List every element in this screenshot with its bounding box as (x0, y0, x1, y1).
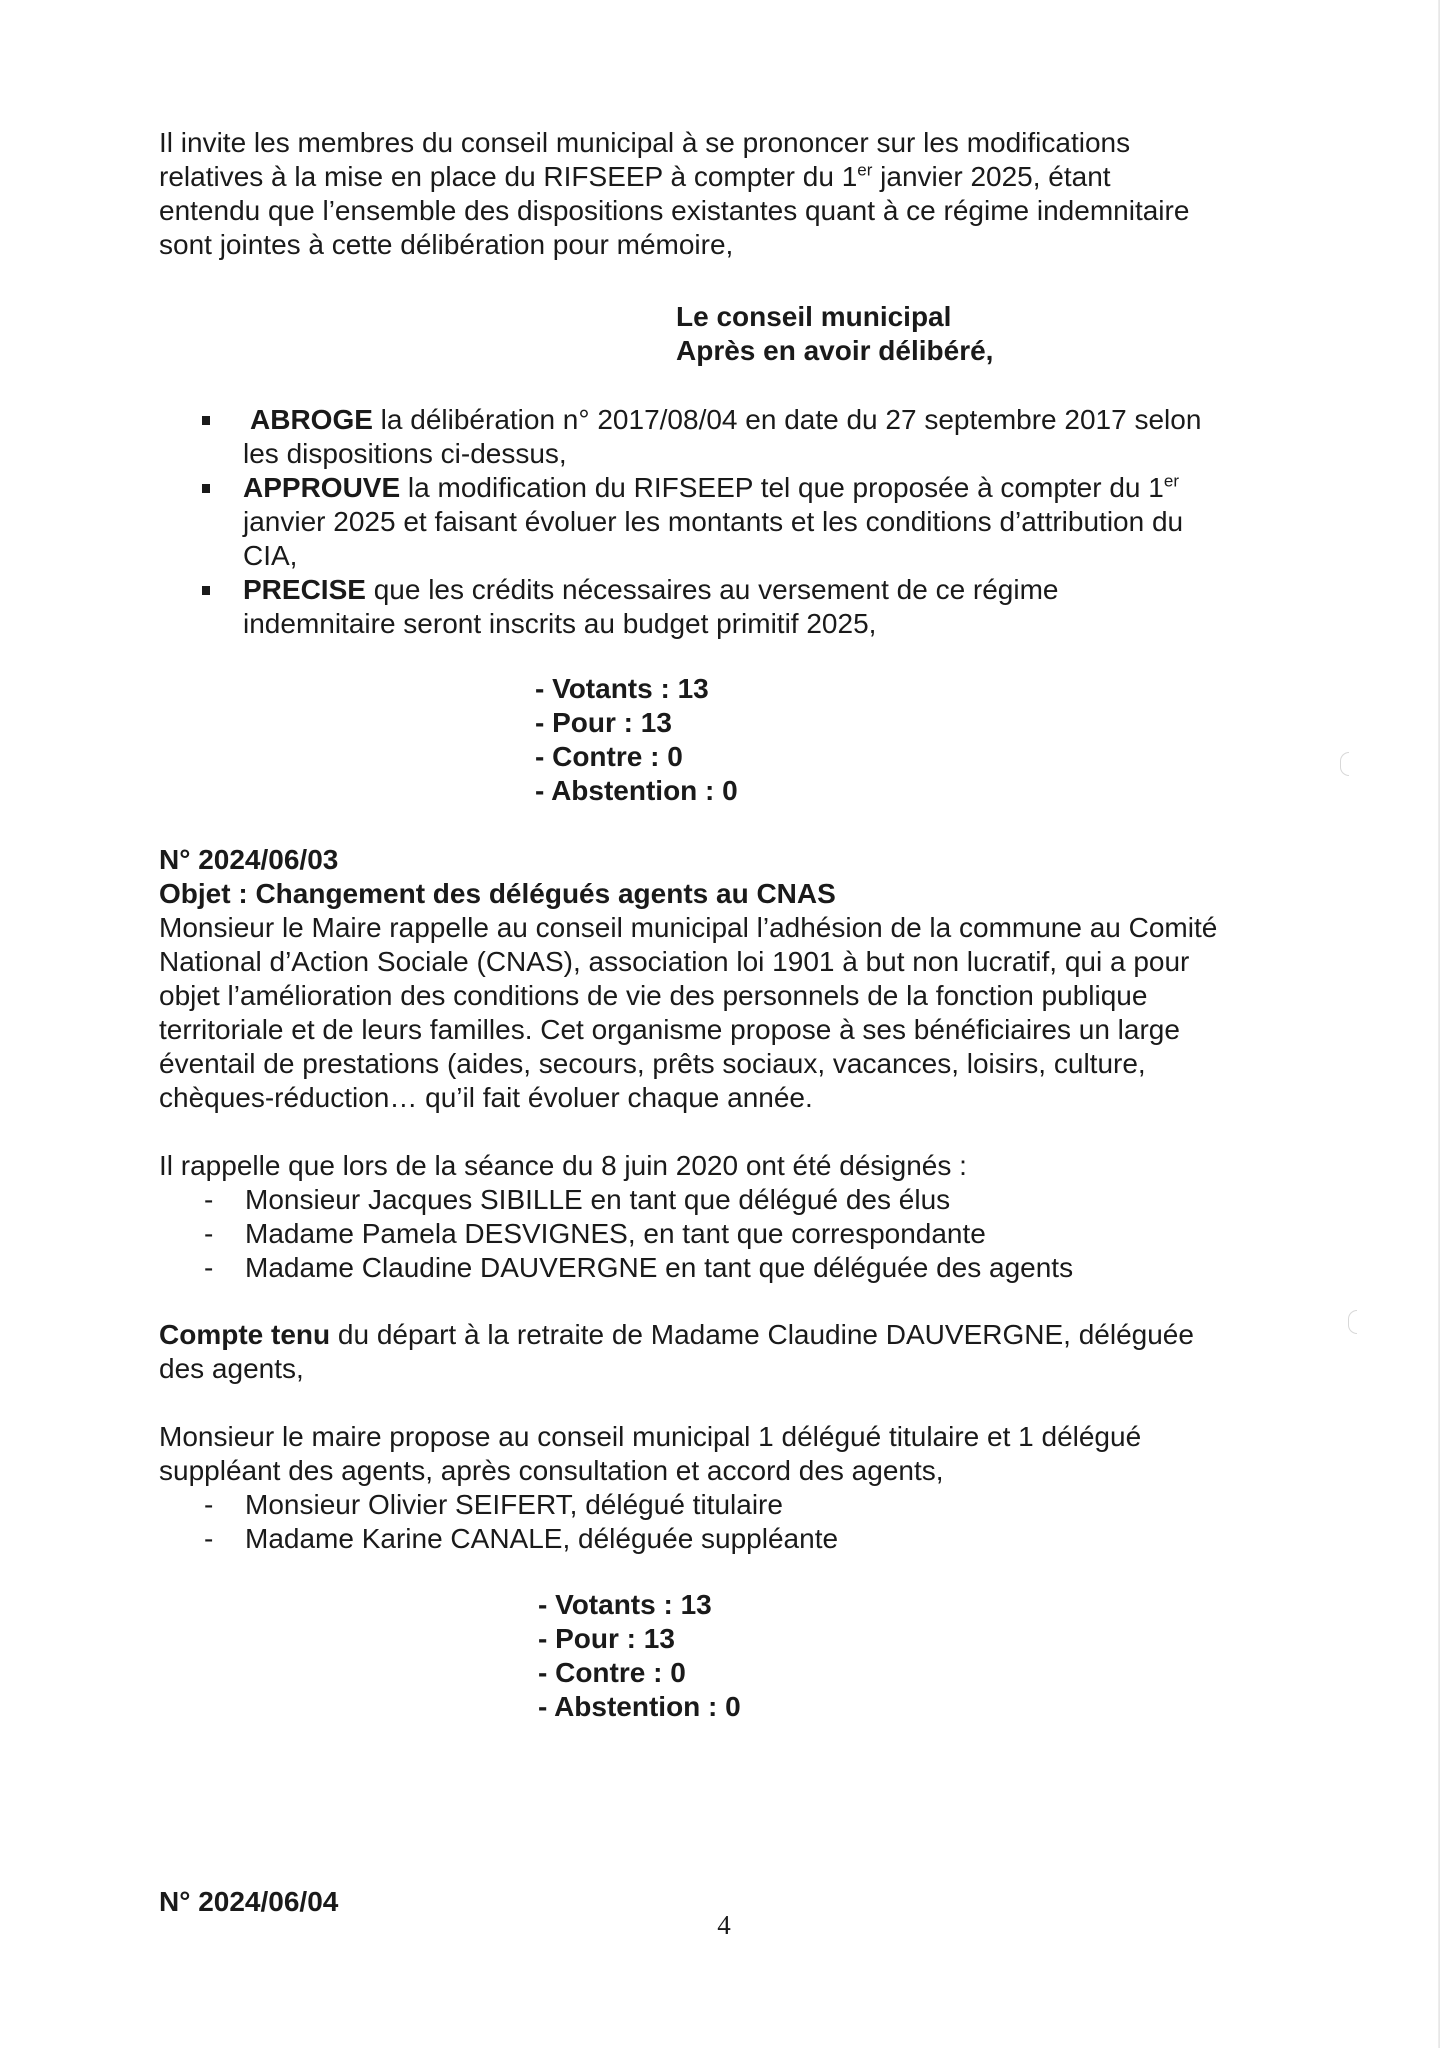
scan-mark (1340, 752, 1349, 776)
bullet-icon (202, 416, 210, 425)
intro-line-1: Il invite les membres du conseil municipal à se prononcer sur les modifications (159, 127, 1131, 158)
scan-edge (1438, 0, 1440, 2048)
decision-approuve-line-1: APPROUVE la modification du RIFSEEP tel que proposée à compter du 1er (243, 471, 1179, 503)
council-heading: Le conseil municipal (676, 301, 952, 332)
cnas-paragraph-line: territoriale et de leurs familles. Cet organisme propose à ses bénéficiaires un large (159, 1014, 1180, 1045)
cnas-paragraph-line: chèques-réduction… qu’il fait évoluer chaque année. (159, 1082, 813, 1113)
vote-votants: - Votants : 13 (538, 1589, 712, 1620)
bullet-icon (202, 484, 210, 493)
intro-line-3: entendu que l’ensemble des dispositions existantes quant à ce régime indemnitaire (159, 195, 1190, 226)
vote-votants: - Votants : 13 (535, 673, 709, 704)
cnas-paragraph-line: éventail de prestations (aides, secours, prêts sociaux, vacances, loisirs, culture, (159, 1048, 1146, 1079)
proposed-item: Monsieur Olivier SEIFERT, délégué titulaire (245, 1489, 783, 1520)
vote-contre: - Contre : 0 (535, 741, 683, 772)
retirement-line-2: des agents, (159, 1353, 304, 1384)
council-deliberated: Après en avoir délibéré, (676, 335, 994, 366)
proposal-line-2: suppléant des agents, après consultation et accord des agents, (159, 1455, 944, 1486)
designated-item: Monsieur Jacques SIBILLE en tant que délégué des élus (245, 1184, 951, 1215)
proposed-item: Madame Karine CANALE, déléguée suppléante (245, 1523, 839, 1554)
intro-line-2: relatives à la mise en place du RIFSEEP à compter du 1er janvier 2025, étant (159, 160, 1111, 192)
proposal-line-1: Monsieur le maire propose au conseil municipal 1 délégué titulaire et 1 délégué (159, 1421, 1142, 1452)
dash-icon: - (204, 1489, 214, 1520)
dash-icon: - (204, 1218, 214, 1249)
designation-intro: Il rappelle que lors de la séance du 8 juin 2020 ont été désignés : (159, 1150, 967, 1181)
decision-abroge-line-1: ABROGE la délibération n° 2017/08/04 en date du 27 septembre 2017 selon (250, 404, 1202, 435)
decision-approuve-line-2: janvier 2025 et faisant évoluer les montants et les conditions d’attribution du (243, 506, 1184, 537)
vote-abstention: - Abstention : 0 (535, 775, 738, 806)
decision-abroge-line-2: les dispositions ci-dessus, (243, 438, 567, 469)
cnas-paragraph-line: Monsieur le Maire rappelle au conseil municipal l’adhésion de la commune au Comité (159, 912, 1218, 943)
bullet-icon (202, 586, 210, 595)
decision-precise-line-1: PRECISE que les crédits nécessaires au versement de ce régime (243, 574, 1059, 605)
deliberation-object: Objet : Changement des délégués agents au CNAS (159, 878, 836, 909)
intro-line-4: sont jointes à cette délibération pour mémoire, (159, 229, 734, 260)
dash-icon: - (204, 1184, 214, 1215)
dash-icon: - (204, 1252, 214, 1283)
dash-icon: - (204, 1523, 214, 1554)
cnas-paragraph-line: objet l’amélioration des conditions de vie des personnels de la fonction publique (159, 980, 1148, 1011)
decision-approuve-line-3: CIA, (243, 540, 298, 571)
scan-mark (1348, 1310, 1357, 1334)
designated-item: Madame Claudine DAUVERGNE en tant que déléguée des agents (245, 1252, 1074, 1283)
decision-precise-line-2: indemnitaire seront inscrits au budget primitif 2025, (243, 608, 877, 639)
deliberation-number: N° 2024/06/03 (159, 844, 339, 875)
vote-pour: - Pour : 13 (535, 707, 672, 738)
cnas-paragraph-line: National d’Action Sociale (CNAS), association loi 1901 à but non lucratif, qui a pour (159, 946, 1190, 977)
deliberation-number: N° 2024/06/04 (159, 1886, 339, 1917)
vote-contre: - Contre : 0 (538, 1657, 686, 1688)
vote-pour: - Pour : 13 (538, 1623, 675, 1654)
page-number: 4 (717, 1910, 731, 1940)
vote-abstention: - Abstention : 0 (538, 1691, 741, 1722)
retirement-line-1: Compte tenu du départ à la retraite de Madame Claudine DAUVERGNE, déléguée (159, 1319, 1194, 1350)
designated-item: Madame Pamela DESVIGNES, en tant que correspondante (245, 1218, 986, 1249)
